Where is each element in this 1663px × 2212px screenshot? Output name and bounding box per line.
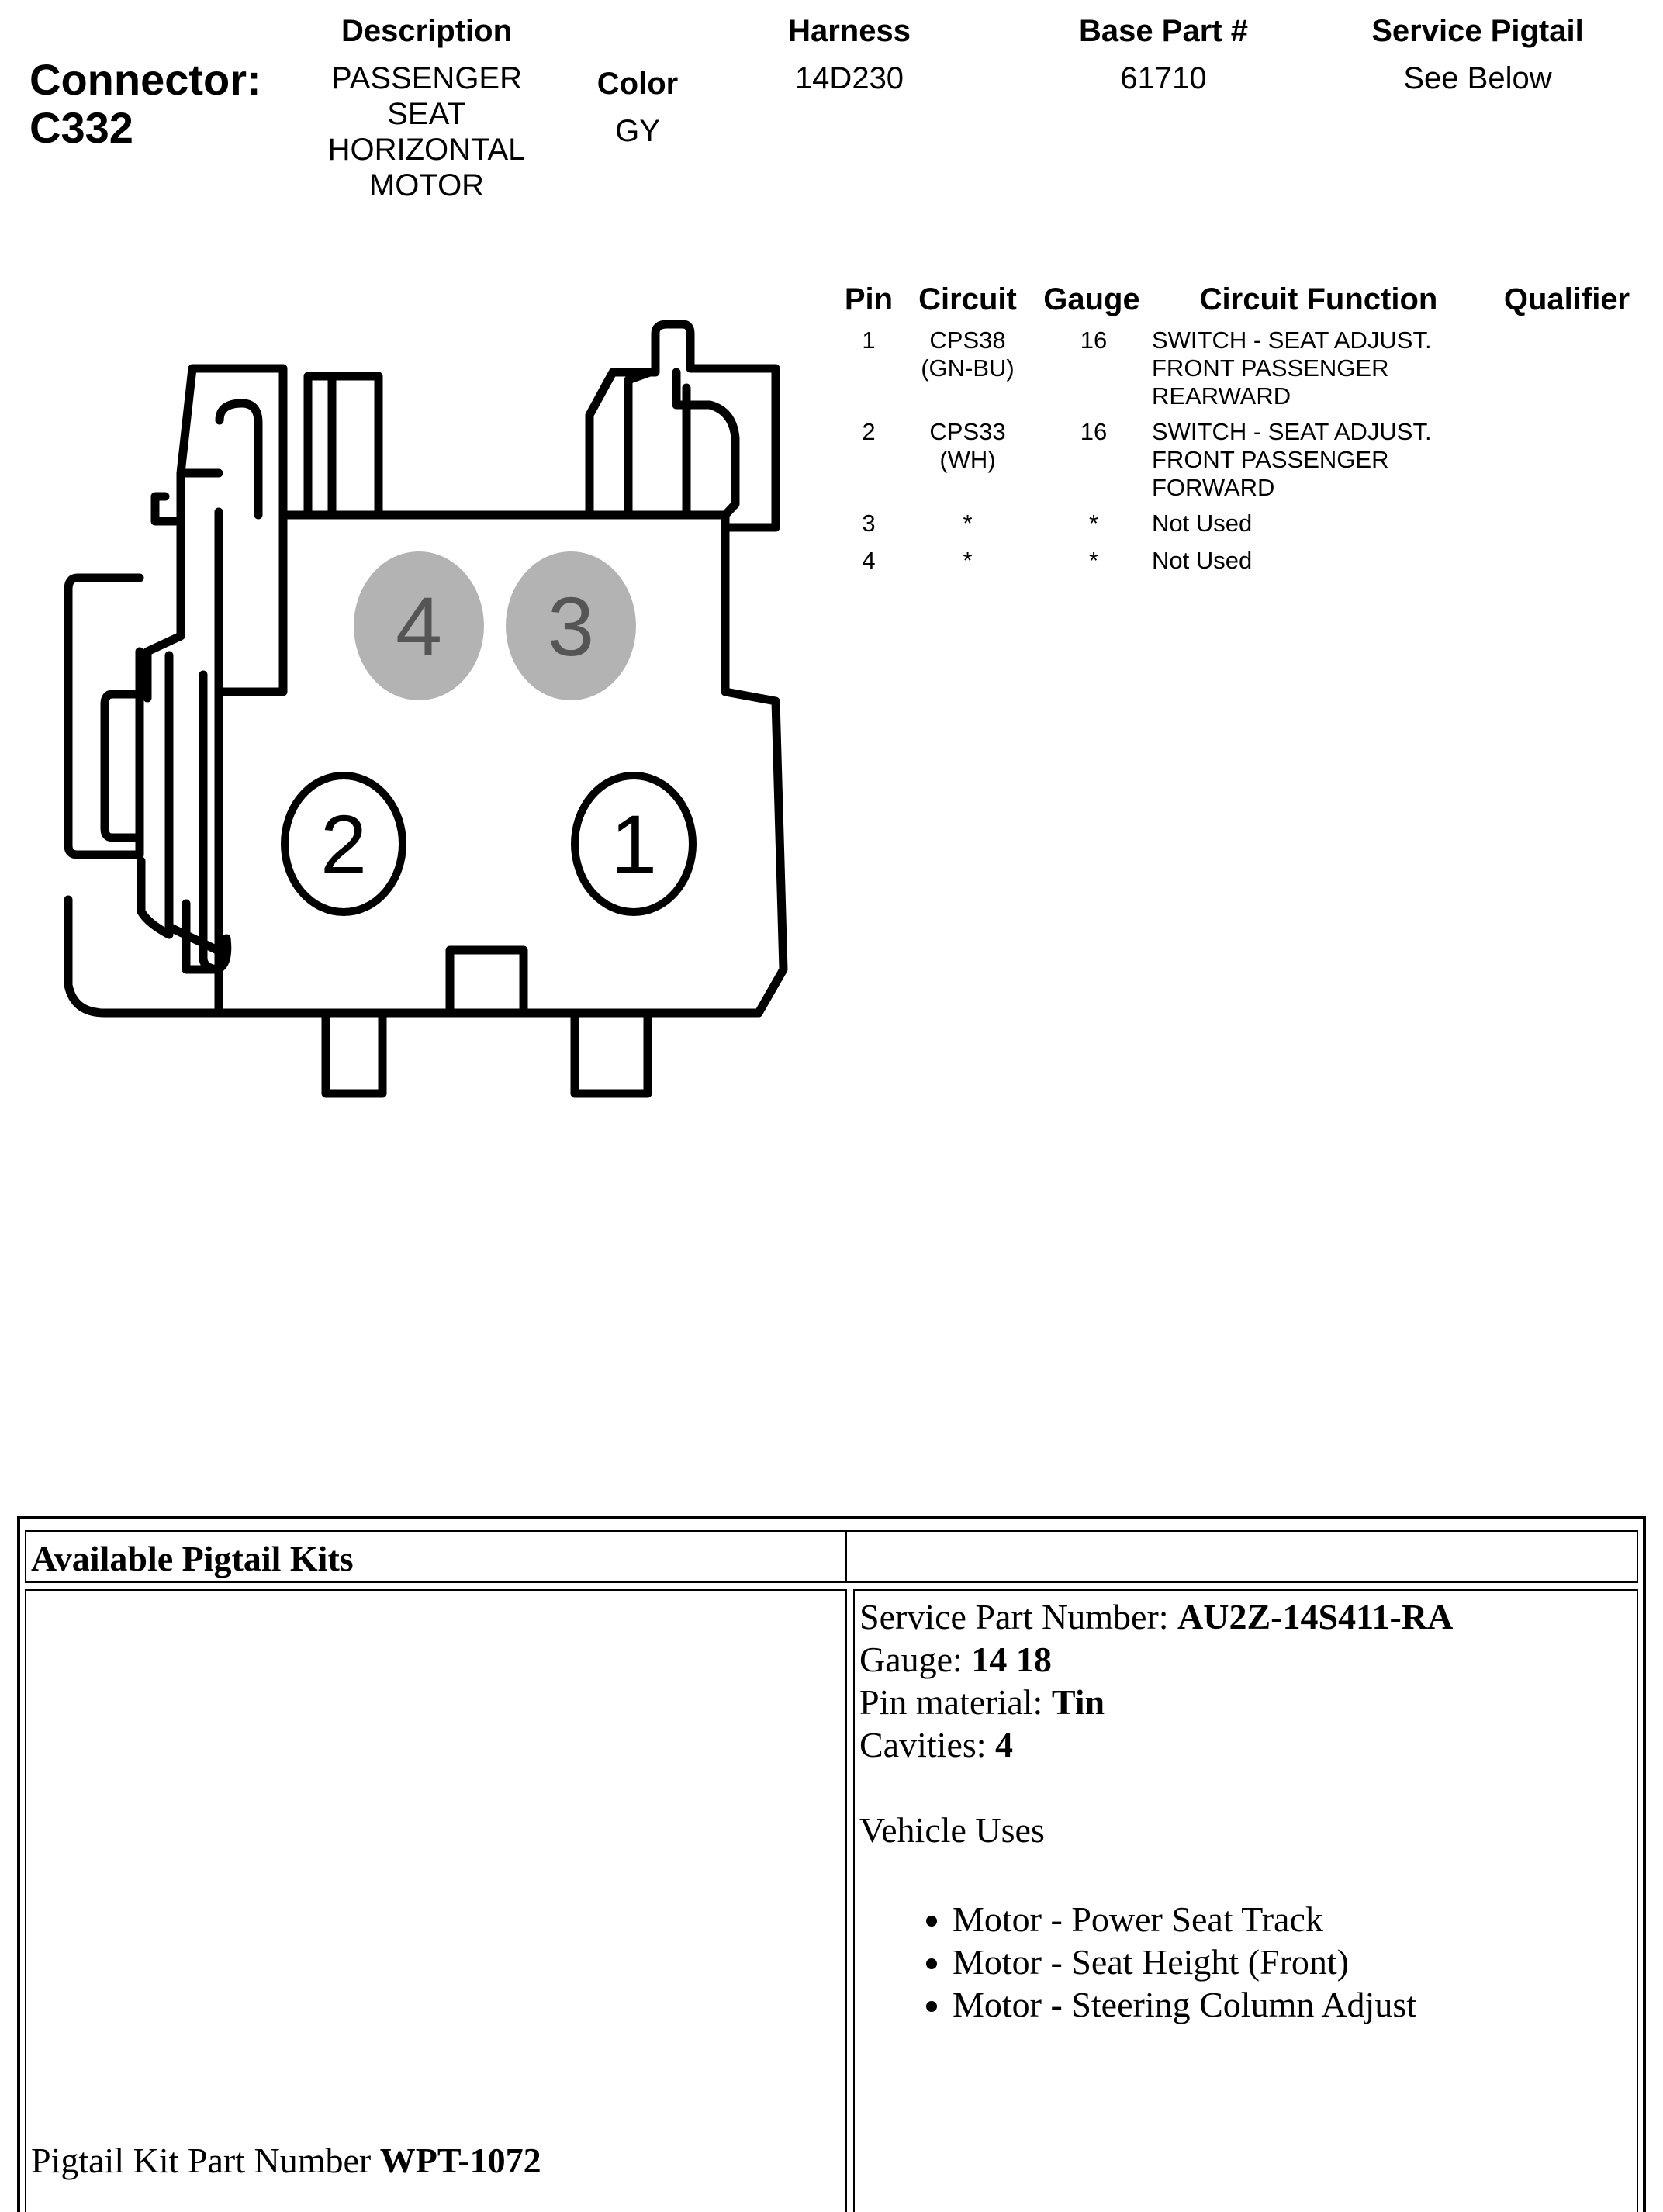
cavity-number: 2 xyxy=(320,797,368,891)
right-foot xyxy=(575,1013,648,1094)
gauge-header: Gauge xyxy=(1043,282,1140,316)
qualifier-header: Qualifier xyxy=(1503,282,1630,316)
circuit-function-cell xyxy=(1152,418,1493,502)
pin-number: 1 xyxy=(862,327,876,354)
gauge-cell: 16 xyxy=(1080,418,1108,445)
circuit-cell: * xyxy=(963,547,973,574)
pin-number: 2 xyxy=(862,418,876,445)
circuit-function-cell: Not Used xyxy=(1152,547,1253,574)
gauge-cell: * xyxy=(1088,510,1099,537)
function-line: FRONT PASSENGER xyxy=(1152,446,1389,473)
circuit-color: (WH) xyxy=(939,446,996,473)
pin-number: 3 xyxy=(862,510,876,537)
service-part-number xyxy=(859,1595,1453,1638)
description-line: MOTOR xyxy=(368,168,485,202)
service-part-label: Service Part Number: xyxy=(859,1597,1178,1637)
base-part-value: 61710 xyxy=(1120,61,1207,95)
cavity-1 xyxy=(575,776,693,912)
circuit-function-header: Circuit Function xyxy=(1199,282,1438,316)
cavities-label: Cavities: xyxy=(859,1725,996,1764)
cavity-number: 3 xyxy=(547,579,595,673)
pigtail-kit-part-number xyxy=(31,2139,541,2182)
cavity-number: 4 xyxy=(395,579,443,673)
small-left-tab xyxy=(155,496,175,521)
connector-title xyxy=(29,56,261,152)
gauge-cell: 16 xyxy=(1080,327,1108,354)
circuit-id: CPS38 xyxy=(929,327,1006,354)
circuit-cell xyxy=(900,418,1035,474)
function-line: FORWARD xyxy=(1152,474,1275,501)
circuit-color: (GN-BU) xyxy=(921,354,1015,382)
color-header: Color xyxy=(596,67,679,101)
function-line: REARWARD xyxy=(1152,382,1291,410)
side-lock-inner xyxy=(105,694,140,838)
cavity-3 xyxy=(506,551,636,700)
circuit-cell xyxy=(900,327,1035,382)
gauge-label: Gauge: xyxy=(859,1640,972,1679)
description-line: HORIZONTAL xyxy=(327,133,526,167)
harness-header: Harness xyxy=(788,14,911,48)
polarization-key xyxy=(450,950,524,1013)
service-pigtail-header: Service Pigtail xyxy=(1371,14,1584,48)
left-foot xyxy=(326,1013,382,1094)
circuit-function-cell xyxy=(1152,327,1493,410)
left-latch-outline xyxy=(181,368,283,515)
cavities-value: 4 xyxy=(995,1725,1014,1764)
description-header: Description xyxy=(341,14,513,48)
service-pigtail-value: See Below xyxy=(1403,61,1552,95)
pigtail-title-blank-cell xyxy=(847,1530,1638,1583)
color-value: GY xyxy=(615,114,660,148)
left-post-outline xyxy=(308,376,379,515)
vehicle-use-item: • Motor - Seat Height (Front) xyxy=(953,1941,1453,1983)
gauge-cell: * xyxy=(1088,547,1099,574)
cavity-4 xyxy=(354,551,484,700)
vehicle-use-item: • Motor - Power Seat Track xyxy=(953,1898,1453,1941)
circuit-cell: * xyxy=(963,510,973,537)
function-line: SWITCH - SEAT ADJUST. xyxy=(1152,327,1432,354)
description-line: PASSENGER xyxy=(331,61,522,95)
vehicle-use-item: • Motor - Steering Column Adjust xyxy=(953,1983,1453,2026)
vehicle-uses-heading: Vehicle Uses xyxy=(859,1810,1045,1850)
kit-part-value: WPT-1072 xyxy=(379,2141,541,2180)
cavity-number: 1 xyxy=(610,797,658,891)
right-post-outline xyxy=(628,372,650,515)
pin-number: 4 xyxy=(862,547,876,574)
cavities-info xyxy=(859,1723,1453,1766)
pigtail-details xyxy=(859,1595,1453,2026)
gauge-info xyxy=(859,1638,1453,1681)
description-value xyxy=(295,60,558,203)
harness-value: 14D230 xyxy=(794,61,904,95)
description-line: SEAT xyxy=(387,97,466,131)
side-lock-rail xyxy=(169,655,217,950)
connector-face-diagram xyxy=(0,295,822,1117)
function-line: SWITCH - SEAT ADJUST. xyxy=(1152,418,1432,445)
base-part-header: Base Part # xyxy=(1079,14,1248,48)
service-part-value: AU2Z-14S411-RA xyxy=(1177,1597,1454,1637)
pin-material-label: Pin material: xyxy=(859,1682,1052,1722)
vehicle-uses-list xyxy=(859,1898,1453,2026)
pigtail-title-cell xyxy=(25,1530,847,1583)
function-line: FRONT PASSENGER xyxy=(1152,354,1389,382)
circuit-header: Circuit xyxy=(918,282,1017,316)
circuit-function-cell: Not Used xyxy=(1152,510,1253,537)
left-latch-hook xyxy=(220,403,258,515)
kit-part-label: Pigtail Kit Part Number xyxy=(31,2141,380,2180)
pin-header: Pin xyxy=(844,282,894,316)
pin-material-value: Tin xyxy=(1051,1682,1105,1722)
pigtail-section-title: Available Pigtail Kits xyxy=(31,1539,354,1578)
connector-housing-outline xyxy=(219,515,783,1013)
connector-label: Connector: xyxy=(29,55,261,104)
gauge-value: 14 18 xyxy=(971,1640,1052,1679)
cavity-2 xyxy=(285,776,403,912)
circuit-id: CPS33 xyxy=(929,418,1006,445)
pigtail-details-cell xyxy=(853,1589,1638,2212)
pigtail-image-cell xyxy=(25,1589,847,2212)
connector-id: C332 xyxy=(29,103,133,152)
pin-material-info xyxy=(859,1681,1453,1723)
